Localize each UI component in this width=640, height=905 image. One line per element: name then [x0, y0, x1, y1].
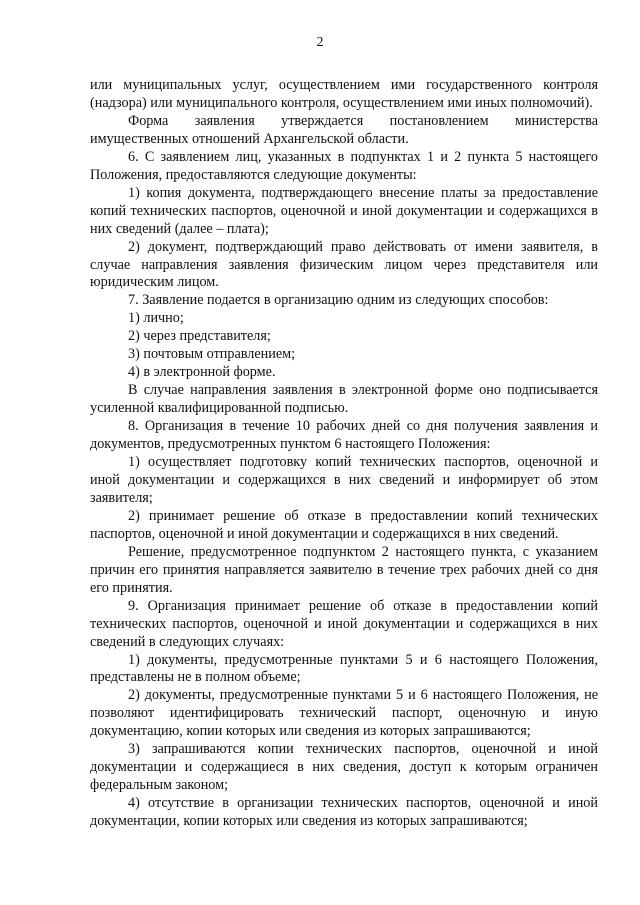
- paragraph-item-6-sub-1: 1) копия документа, подтверждающего внесение платы за предоставление копий технических паспортов, оценочной и иной документации и содержащихся в них сведений (далее – плата);: [90, 184, 598, 237]
- paragraph-item-7-sub-3: 3) почтовым отправлением;: [128, 346, 296, 363]
- paragraph-item-8: 8. Организация в течение 10 рабочих дней со дня получения заявления и документов, предусмотренных пунктом 6 настоящего Положения:: [90, 418, 598, 453]
- paragraph-item-9-sub-1: 1) документы, предусмотренные пунктами 5 и 6 настоящего Положения, представлены не в полном объеме;: [90, 651, 598, 686]
- paragraph-item-9-sub-3: 3) запрашиваются копии технических паспортов, оценочной и иной документации и содержащиеся в них сведения, доступ к которым ограничен федеральным законом;: [90, 741, 598, 794]
- paragraph-item-9: 9. Организация принимает решение об отказе в предоставлении копий технических паспортов, оценочной и иной документации и содержащихся в них сведений в следующих случаях:: [90, 597, 598, 650]
- paragraph-continuation: или муниципальных услуг, осуществлением ими государственного контроля (надзора) или муниципального контроля, осуществлением ими иных полномочий).: [90, 77, 598, 111]
- paragraph-item-9-sub-2: 2) документы, предусмотренные пунктами 5 и 6 настоящего Положения, не позволяют идентифицировать технический паспорт, оценочную и иную документацию, копии которых или сведения из которых запрашиваются;: [90, 687, 598, 740]
- paragraph-item-7: 7. Заявление подается в организацию одним из следующих способов:: [128, 292, 549, 309]
- paragraph-electronic-signature: В случае направления заявления в электронной форме оно подписывается усиленной квалифицированной подписью.: [90, 382, 598, 417]
- paragraph-item-7-sub-4: 4) в электронной форме.: [128, 364, 276, 381]
- paragraph-item-8-sub-2: 2) принимает решение об отказе в предоставлении копий технических паспортов, оценочной и иной документации и содержащихся в них сведений.: [90, 507, 598, 542]
- paragraph-item-6: 6. С заявлением лиц, указанных в подпунктах 1 и 2 пункта 5 настоящего Положения, предоставляются следующие документы:: [90, 148, 598, 183]
- paragraph-item-7-sub-1: 1) лично;: [128, 310, 184, 327]
- paragraph-item-6-sub-2: 2) документ, подтверждающий право действовать от имени заявителя, в случае направления заявления физическим лицом через представителя или юридическим лицом.: [90, 238, 598, 291]
- paragraph-item-9-sub-4: 4) отсутствие в организации технических паспортов, оценочной и иной документации, копии которых или сведения из которых запрашиваются;: [90, 795, 598, 830]
- paragraph-item-7-sub-2: 2) через представителя;: [128, 328, 271, 345]
- paragraph-item-8-sub-1: 1) осуществляет подготовку копий технических паспортов, оценочной и иной документации и содержащихся в них сведений и информирует об этом заявителя;: [90, 454, 598, 506]
- page-number: 2: [316, 35, 324, 50]
- document-body: [90, 77, 598, 831]
- paragraph-application-form: Форма заявления утверждается постановлением министерства имущественных отношений Архангельской области.: [90, 112, 598, 147]
- paragraph-decision: Решение, предусмотренное подпунктом 2 настоящего пункта, с указанием причин его принятия направляется заявителю в течение трех рабочих дней со дня его принятия.: [90, 543, 598, 596]
